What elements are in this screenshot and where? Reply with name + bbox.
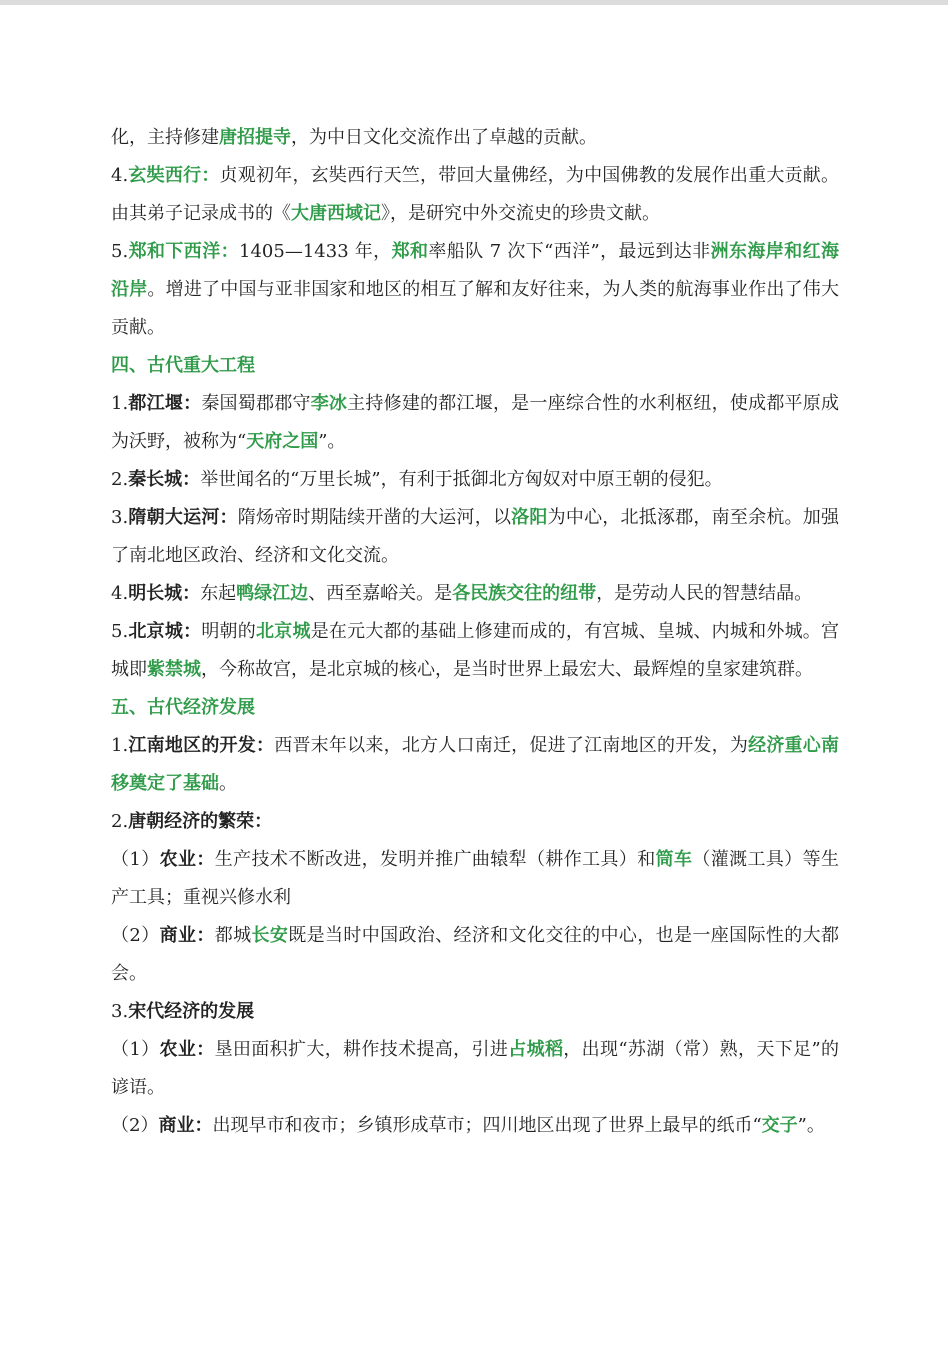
text-run: ”。 <box>318 431 346 452</box>
highlight-term: 天府之国 <box>246 431 319 452</box>
text-run: 都城 <box>214 925 252 946</box>
text-run: 东起 <box>200 583 237 604</box>
highlight-term: 郑和下西洋： <box>128 241 240 262</box>
text-run: 2. <box>111 469 129 490</box>
text-run: 1. <box>111 735 129 756</box>
document-body <box>111 119 839 1145</box>
text-run: ”。 <box>797 1115 825 1136</box>
text-run: 5. <box>111 621 129 642</box>
bold-term: 宋代经济的发展 <box>128 1001 255 1022</box>
text-run: 》，是研究中外交流史的珍贵文献。 <box>381 203 660 224</box>
paragraph <box>111 727 839 803</box>
paragraph <box>111 461 839 499</box>
paragraph <box>111 1031 839 1107</box>
paragraph <box>111 841 839 917</box>
text-run: （2） <box>111 925 160 946</box>
highlight-term: 李冰 <box>310 393 348 414</box>
paragraph <box>111 1107 839 1145</box>
text-run: 明朝的 <box>201 621 257 642</box>
text-run: 既是当时中国政治、经济和文化交往的中心，也是一座国际性的大都会。 <box>111 925 840 984</box>
text-run: ，出现“苏湖（常）熟，天下足”的谚语。 <box>111 1039 840 1098</box>
text-run: （灌溉工具）等生产工具；重视兴修水利 <box>111 849 840 908</box>
text-run: 西晋末年以来，北方人口南迁，促进了江南地区的开发，为 <box>274 735 749 756</box>
section-heading <box>111 347 839 385</box>
bold-term: 秦长城： <box>128 469 201 490</box>
bold-term: 明长城： <box>128 583 201 604</box>
text-run: （1） <box>111 849 160 870</box>
text-run: 举世闻名的“万里长城”，有利于抵御北方匈奴对中原王朝的侵犯。 <box>200 469 723 490</box>
highlight-term: 郑和 <box>391 241 429 262</box>
text-run: 4. <box>111 165 129 186</box>
highlight-term: 长安 <box>251 925 289 946</box>
text-run: 率船队 7 次下“西洋”，最远到达非 <box>428 241 711 262</box>
text-run: 隋炀帝时期陆续开凿的大运河，以 <box>237 507 512 528</box>
highlight-term: 经济重心南移奠定了基础 <box>111 735 840 794</box>
text-run: 化，主持修建 <box>111 127 219 148</box>
text-run: 垦田面积扩大，耕作技术提高，引进 <box>214 1039 509 1060</box>
bold-term: 五、古代经济发展 <box>111 697 255 718</box>
top-border <box>0 0 948 5</box>
text-run: （1） <box>111 1039 160 1060</box>
text-run: 5. <box>111 241 129 262</box>
text-run: 2. <box>111 811 129 832</box>
paragraph <box>111 119 839 157</box>
paragraph <box>111 917 839 993</box>
section-heading <box>111 689 839 727</box>
text-run: 4. <box>111 583 129 604</box>
highlight-term: 唐招提寺 <box>219 127 291 148</box>
text-run: ，为中日文化交流作出了卓越的贡献。 <box>291 127 597 148</box>
highlight-term: 洲东海岸和红海沿岸 <box>111 241 840 300</box>
bold-term: 商业： <box>158 1115 213 1136</box>
text-run: 。 <box>219 773 237 794</box>
text-run: 3. <box>111 507 129 528</box>
text-run: ，今称故宫，是北京城的核心，是当时世界上最宏大、最辉煌的皇家建筑群。 <box>201 659 813 680</box>
text-run: 贞观初年，玄奘西行天竺，带回大量佛经，为中国佛教的发展作出重大贡献。由其弟子记录成书的《 <box>111 165 839 224</box>
text-run: 是在元大都的基础上修建而成的，有宫城、皇城、内城和外城。宫城即 <box>111 621 840 680</box>
bold-term: 农业： <box>159 1039 215 1060</box>
highlight-term: 大唐西域记 <box>291 203 381 224</box>
text-run: 主持修建的都江堰，是一座综合性的水利枢纽，使成都平原成为沃野，被称为“ <box>111 393 840 452</box>
highlight-term: 筒车 <box>655 849 693 870</box>
bold-term: 隋朝大运河： <box>128 507 238 528</box>
paragraph <box>111 157 839 233</box>
highlight-term: 占城稻 <box>508 1039 564 1060</box>
highlight-term: 北京城 <box>256 621 311 642</box>
paragraph <box>111 233 839 347</box>
bold-term: 商业： <box>159 925 215 946</box>
text-run: 1405—1433 年， <box>239 241 392 262</box>
bold-term: 江南地区的开发： <box>128 735 275 756</box>
text-run: 1. <box>111 393 129 414</box>
highlight-term: 各民族交往的纽带 <box>452 583 597 604</box>
bold-term: 唐朝经济的繁荣： <box>128 811 273 832</box>
text-run: 出现早市和夜市；乡镇形成草市；四川地区出现了世界上最早的纸币“ <box>212 1115 762 1136</box>
text-run: 。增进了中国与亚非国家和地区的相互了解和友好往来，为人类的航海事业作出了伟大贡献。 <box>111 279 840 338</box>
text-run: 为中心，北抵涿郡，南至余杭。加强了南北地区政治、经济和文化交流。 <box>111 507 840 566</box>
highlight-term: 洛阳 <box>511 507 548 528</box>
highlight-term: 鸭绿江边 <box>236 583 309 604</box>
text-run: ，是劳动人民的智慧结晶。 <box>596 583 813 604</box>
text-run: （2） <box>111 1115 159 1136</box>
paragraph <box>111 613 839 689</box>
highlight-term: 交子 <box>761 1115 798 1136</box>
text-run: 3. <box>111 1001 129 1022</box>
paragraph <box>111 803 839 841</box>
highlight-term: 紫禁城 <box>147 659 201 680</box>
bold-term: 农业： <box>159 849 215 870</box>
text-run: 生产技术不断改进，发明并推广曲辕犁（耕作工具）和 <box>214 849 656 870</box>
text-run: 、西至嘉峪关。是 <box>308 583 453 604</box>
bold-term: 都江堰： <box>128 393 202 414</box>
paragraph <box>111 575 839 613</box>
text-run: 秦国蜀郡郡守 <box>201 393 311 414</box>
paragraph <box>111 993 839 1031</box>
paragraph <box>111 499 839 575</box>
bold-term: 北京城： <box>128 621 202 642</box>
paragraph <box>111 385 839 461</box>
highlight-term: 玄奘西行： <box>128 165 220 186</box>
bold-term: 四、古代重大工程 <box>111 355 255 376</box>
